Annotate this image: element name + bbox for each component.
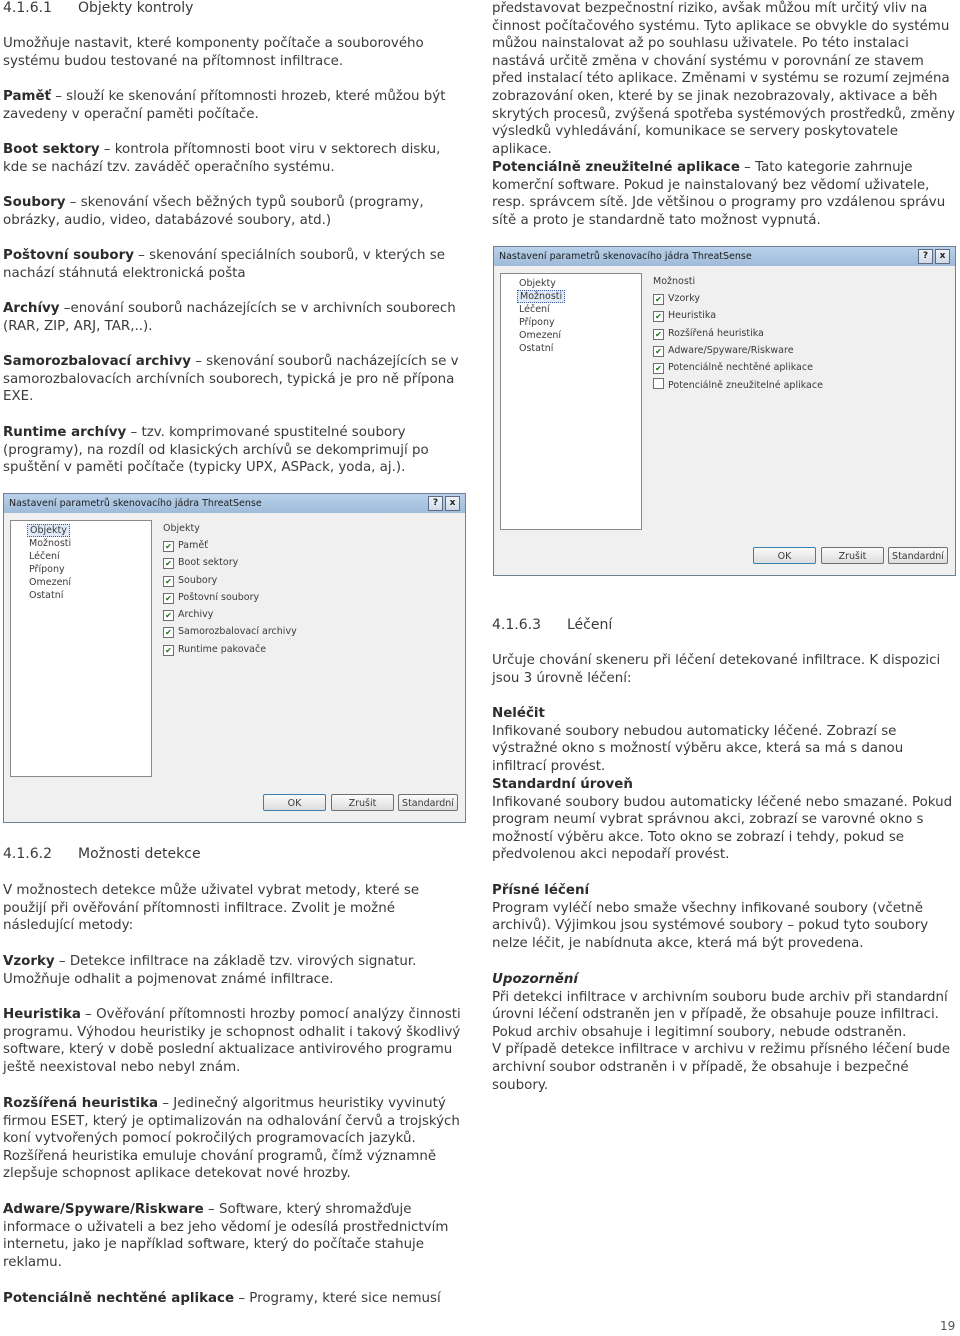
checkbox-check-icon: ✔ bbox=[163, 645, 174, 656]
section-number: 4.1.6.2 bbox=[3, 846, 52, 862]
dialog-body bbox=[494, 266, 955, 575]
level-nelecit bbox=[492, 705, 958, 775]
dialog-titlebar bbox=[4, 494, 465, 513]
term: Runtime archívy bbox=[3, 425, 127, 440]
description: – tzv. komprimované spustitelné soubory (programy), na rozdíl od klasických archívů se dekomprimují po spuštění v paměti počítače (typicky UPX, ASPack, yoda, aj.). bbox=[3, 425, 429, 476]
intro-paragraph: Určuje chování skeneru při léčení detekované infiltrace. K dispozici jsou 3 úrovně léčení: bbox=[492, 653, 941, 686]
section-heading-moznosti-detekce bbox=[3, 846, 461, 864]
description: – Programy, které sice nemusí bbox=[234, 1291, 441, 1306]
description: –enování souborů nacházejících se v archivních souborech (RAR, ZIP, ARJ, TAR,..). bbox=[3, 301, 456, 334]
checkbox-soubory[interactable]: ✔ Soubory bbox=[163, 574, 453, 591]
checkbox-check-icon: ✔ bbox=[163, 541, 174, 552]
checkbox-adware[interactable]: ✔ Adware/Spyware/Riskware bbox=[653, 344, 943, 361]
description: Program vyléčí nebo smaže všechny infikované soubory (včetně archivů). Výjimkou jsou systémové soubory – pokud tyto soubory nelze léčit, je nabídnuta akce, která má být provedena. bbox=[492, 900, 929, 951]
tree-item-pripony[interactable]: Přípony bbox=[29, 564, 65, 575]
description: – skenování speciálních souborů, v kterých se nachází stáhnutá elektronická pošta bbox=[3, 248, 445, 281]
moznosti-panel bbox=[653, 275, 943, 396]
term: Vzorky bbox=[3, 954, 55, 969]
checkbox-check-icon: ✔ bbox=[653, 329, 664, 340]
checkbox-check-icon: ✔ bbox=[653, 294, 664, 305]
checkbox-potencialne-zneuzitelne[interactable]: Potenciálně zneužitelné aplikace bbox=[653, 378, 943, 395]
item-samorozbalovaci-archivy bbox=[3, 353, 461, 406]
tree-item-ostatni[interactable]: Ostatní bbox=[29, 590, 64, 601]
item-boot-sektory bbox=[3, 141, 461, 176]
settings-tree bbox=[500, 273, 642, 530]
tree-item-ostatni[interactable]: Ostatní bbox=[519, 343, 554, 354]
description: Infikované soubory budou automaticky léčené nebo smazané. Pokud program neumí vybrat správnou akci, zobrazí se varovné okno s možností výběru akce. Toto okno se zobrazí i tehdy, pokud se předvolenou akci nepodaří provést. bbox=[492, 794, 953, 863]
description: – Jedinečný algoritmus heuristiky vyvinutý firmou ESET, který je optimalizován na odhalování červů a trojských koní vytvořených pomocí pokročilých programovacích jazyků. Rozšířená heuristika emuluje chování programů, čímž významně zlepšuje schopnost aplikace detekovat nové hrozby. bbox=[3, 1096, 460, 1182]
description: – skenování souborů nacházejících se v samorozbalovacích archívních souborech, typická je pro ně přípona EXE. bbox=[3, 354, 459, 405]
page-number: 19 bbox=[940, 1319, 956, 1333]
settings-tree bbox=[10, 520, 152, 777]
panel-title: Možnosti bbox=[653, 276, 696, 287]
dialog-title: Nastavení parametrů skenovacího jádra ThreatSense bbox=[499, 251, 752, 262]
tree-item-pripony[interactable]: Přípony bbox=[519, 317, 555, 328]
section-number: 4.1.6.1 bbox=[3, 0, 52, 16]
term: Samorozbalovací archivy bbox=[3, 354, 191, 369]
checkbox-check-icon: ✔ bbox=[653, 363, 664, 374]
item-postovni-soubory bbox=[3, 247, 461, 282]
description: – Tato kategorie zahrnuje komerční software. Pokud je nainstalovaný bez vědomí uživatele, resp. správcem sítě. Jde většinou o programy pro vzdálenou správu sítě a proto je standardně tato možnost vypnutá. bbox=[492, 160, 946, 228]
intro-paragraph: Umožňuje nastavit, které komponenty počítače a souborového systému budou testované na přítomnost infiltrace. bbox=[3, 36, 424, 69]
checkbox-vzorky[interactable]: ✔ Vzorky bbox=[653, 292, 943, 309]
item-pamet bbox=[3, 88, 461, 123]
description: – slouží ke skenování přítomnosti hrozeb, které můžou být zavedeny v operační paměti počítače. bbox=[3, 89, 446, 122]
description: – kontrola přítomnosti boot viru v sektorech disku, kde se nachází tzv. zaváděč operačního systému. bbox=[3, 142, 441, 175]
ok-button[interactable]: OK bbox=[753, 547, 816, 564]
default-button[interactable]: Standardní bbox=[888, 547, 948, 564]
method-vzorky bbox=[3, 953, 461, 988]
term: Potenciálně zneužitelné aplikace bbox=[492, 160, 740, 175]
term: Adware/Spyware/Riskware bbox=[3, 1202, 204, 1217]
item-potencialne-zneuzitelne bbox=[492, 159, 958, 229]
term: Neléčit bbox=[492, 706, 545, 721]
method-heuristika bbox=[3, 1006, 461, 1076]
checkbox-potencialne-nechtene[interactable]: ✔ Potenciálně nechtěné aplikace bbox=[653, 361, 943, 378]
checkbox-check-icon: ✔ bbox=[163, 558, 174, 569]
dialog-titlebar bbox=[494, 247, 955, 266]
term: Archívy bbox=[3, 301, 60, 316]
level-standardni bbox=[492, 776, 958, 864]
section-number: 4.1.6.3 bbox=[492, 617, 541, 633]
section-heading-objekty bbox=[3, 0, 461, 18]
checkbox-check-icon: ✔ bbox=[163, 593, 174, 604]
close-icon[interactable]: x bbox=[445, 496, 460, 511]
description: – Detekce infiltrace na základě tzv. virových signatur. Umožňuje odhalit a pojmenovat známé infiltrace. bbox=[3, 954, 417, 987]
checkbox-boot-sektory[interactable]: ✔ Boot sektory bbox=[163, 556, 453, 573]
checkbox-postovni-soubory[interactable]: ✔ Poštovní soubory bbox=[163, 591, 453, 608]
cancel-button[interactable]: Zrušit bbox=[821, 547, 884, 564]
term: Rozšířená heuristika bbox=[3, 1096, 159, 1111]
checkbox-check-icon: ✔ bbox=[163, 627, 174, 638]
tree-item-moznosti[interactable]: Možnosti bbox=[505, 290, 641, 303]
tree-item-objekty[interactable]: Objekty bbox=[15, 524, 151, 537]
checkbox-empty-icon bbox=[653, 378, 664, 389]
term: Heuristika bbox=[3, 1007, 81, 1022]
warning-note bbox=[492, 971, 958, 1094]
checkbox-rozsirena-heuristika[interactable]: ✔ Rozšířená heuristika bbox=[653, 327, 943, 344]
term: Poštovní soubory bbox=[3, 248, 134, 263]
description: – Software, který shromažďuje informace o uživateli a bez jeho vědomí je odesílá prostřednictvím internetu, jako je například software, který do počítače stahuje reklamu. bbox=[3, 1202, 449, 1270]
section-heading-leceni bbox=[492, 617, 958, 635]
checkbox-pamet[interactable]: ✔ Paměť bbox=[163, 539, 453, 556]
threatsense-dialog-objekty bbox=[3, 493, 466, 823]
method-potencialne-nechtene bbox=[3, 1290, 461, 1308]
tree-item-objekty[interactable]: Objekty bbox=[519, 278, 556, 289]
tree-item-leceni[interactable]: Léčení bbox=[29, 551, 60, 562]
section-title: Léčení bbox=[567, 617, 613, 633]
dialog-body bbox=[4, 513, 465, 822]
checkbox-check-icon: ✔ bbox=[653, 346, 664, 357]
item-archivy bbox=[3, 300, 461, 335]
level-prisne bbox=[492, 882, 958, 952]
term: Boot sektory bbox=[3, 142, 100, 157]
continuation-paragraph: představovat bezpečnostní riziko, avšak můžou mít určitý vliv na činnost počítačového systému. Tyto aplikace se obvykle do systému můžou nainstalovat až po souhlasu uživatele. Po této instalaci nastává určitě změna v chování systému v porovnání ze stavem před instalací této aplikace. Změnami v systému se rozumí zejména zobrazování oken, které by se jinak nezobrazovaly, aktivace a běh skrytých procesů, zvýšená spotřeba systémových prostředků, změny výsledků vyhledávání, komunikace se servery poskytovatele aplikace. bbox=[492, 1, 955, 157]
warning-text: Při detekci infiltrace v archivním souboru bude archiv při standardní úrovni léčení odstraněn jen v případě, že obsahuje pouze infiltraci. Pokud archiv obsahuje i legitimní soubory, nebude odstraněn. bbox=[492, 989, 948, 1040]
section-title: Možnosti detekce bbox=[78, 846, 201, 862]
ok-button[interactable]: OK bbox=[263, 794, 326, 811]
checkbox-archivy[interactable]: ✔ Archivy bbox=[163, 608, 453, 625]
description: Infikované soubory nebudou automaticky léčené. Zobrazí se výstražné okno s možností výběru akce, která sa má s danou infiltrací provést. bbox=[492, 723, 904, 774]
method-rozsirena-heuristika bbox=[3, 1095, 461, 1183]
description: – Ověřování přítomnosti hrozby pomocí analýzy činnosti programu. Výhodou heuristiky je schopnost odhalit i takový škodlivý software, který v době poslední aktualizace antivirového programu ještě neexistoval nebo nebyl znám. bbox=[3, 1007, 461, 1075]
help-icon[interactable]: ? bbox=[428, 496, 443, 511]
term: Soubory bbox=[3, 195, 66, 210]
checkbox-runtime-pakovace[interactable]: ✔ Runtime pakovače bbox=[163, 643, 453, 660]
checkbox-samorozbalovaci-archivy[interactable]: ✔ Samorozbalovací archivy bbox=[163, 625, 453, 642]
tree-item-omezeni[interactable]: Omezení bbox=[29, 577, 72, 588]
close-icon[interactable]: x bbox=[935, 249, 950, 264]
section-title: Objekty kontroly bbox=[78, 0, 194, 16]
intro-paragraph: V možnostech detekce může uživatel vybrat metody, které se použijí při ověřování přítomnosti infiltrace. Zvolit je možné následující metody: bbox=[3, 883, 420, 934]
description: – skenování všech běžných typů souborů (programy, obrázky, audio, video, databázové soubory, atd.) bbox=[3, 195, 424, 228]
checkbox-check-icon: ✔ bbox=[163, 610, 174, 621]
threatsense-dialog-moznosti bbox=[493, 246, 956, 576]
term: Přísné léčení bbox=[492, 883, 590, 898]
item-runtime-archivy bbox=[3, 424, 461, 477]
warning-term: Upozornění bbox=[492, 972, 578, 987]
method-adware bbox=[3, 1201, 461, 1271]
tree-item-moznosti[interactable]: Možnosti bbox=[29, 538, 72, 549]
item-soubory bbox=[3, 194, 461, 229]
term: Standardní úroveň bbox=[492, 777, 633, 792]
checkbox-heuristika[interactable]: ✔ Heuristika bbox=[653, 309, 943, 326]
panel-title: Objekty bbox=[163, 523, 200, 534]
default-button[interactable]: Standardní bbox=[398, 794, 458, 811]
cancel-button[interactable]: Zrušit bbox=[331, 794, 394, 811]
help-icon[interactable]: ? bbox=[918, 249, 933, 264]
warning-text-2: V případě detekce infiltrace v archivu v režimu přísného léčení bude archivní soubor odstraněn i v případě, že obsahuje i bezpečné soubory. bbox=[492, 1042, 950, 1093]
term: Paměť bbox=[3, 89, 51, 104]
term: Potenciálně nechtěné aplikace bbox=[3, 1291, 235, 1306]
checkbox-check-icon: ✔ bbox=[163, 576, 174, 587]
tree-item-leceni[interactable]: Léčení bbox=[519, 304, 550, 315]
tree-item-omezeni[interactable]: Omezení bbox=[519, 330, 562, 341]
dialog-title: Nastavení parametrů skenovacího jádra ThreatSense bbox=[9, 498, 262, 509]
objekty-panel bbox=[163, 522, 453, 660]
checkbox-check-icon: ✔ bbox=[653, 311, 664, 322]
